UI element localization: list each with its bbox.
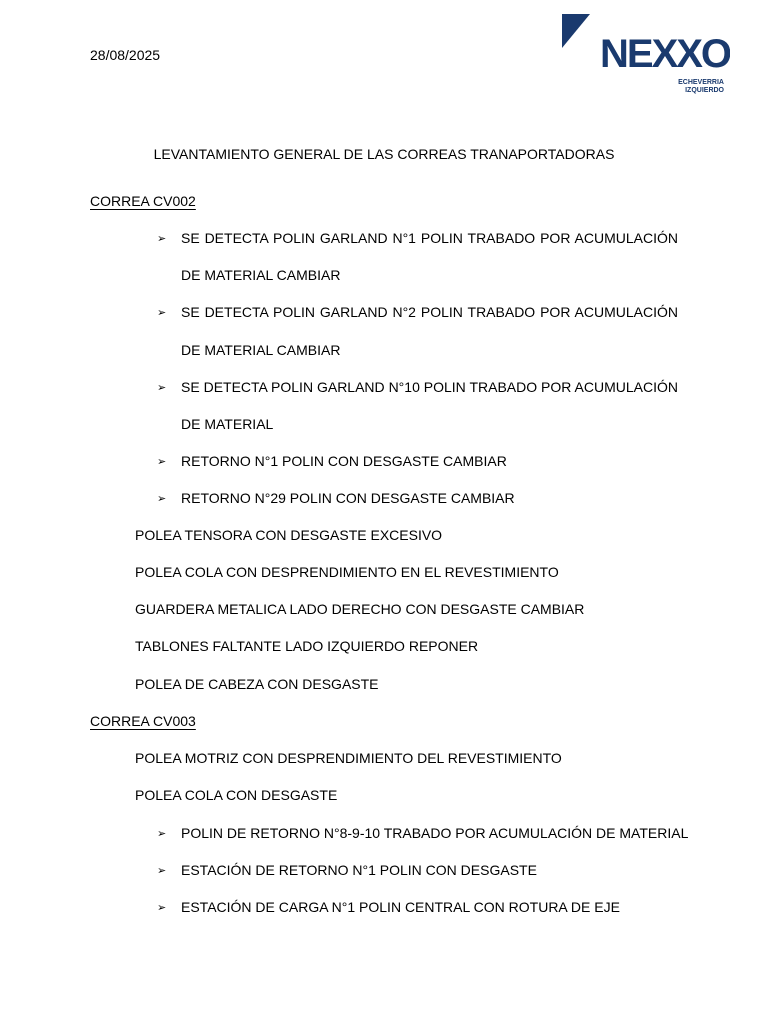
- bullet-text: ESTACIÓN DE RETORNO N°1 POLIN CON DESGASTE: [181, 862, 537, 878]
- bullet-arrow-icon: ➢: [157, 233, 167, 245]
- list-item: GUARDERA METALICA LADO DERECHO CON DESGASTE CAMBIAR: [135, 601, 585, 617]
- bullet-text-line2: DE MATERIAL CAMBIAR: [181, 267, 341, 283]
- bullet-text-line1: SE DETECTA POLIN GARLAND N°1 POLIN TRABADO POR ACUMULACIÓN: [181, 230, 678, 246]
- list-item: TABLONES FALTANTE LADO IZQUIERDO REPONER: [135, 638, 479, 654]
- logo-subline-1: ECHEVERRIA: [678, 79, 724, 86]
- bullet-arrow-icon: ➢: [157, 456, 167, 468]
- bullet-arrow-icon: ➢: [157, 865, 167, 877]
- list-item: POLEA DE CABEZA CON DESGASTE: [135, 676, 379, 692]
- logo-triangle-icon: [562, 14, 590, 48]
- bullet-text-line1: SE DETECTA POLIN GARLAND N°2 POLIN TRABADO POR ACUMULACIÓN: [181, 304, 678, 320]
- bullet-text-line2: DE MATERIAL: [181, 416, 274, 432]
- bullet-arrow-icon: ➢: [157, 493, 167, 505]
- bullet-text-line1: RETORNO N°1 POLIN CON DESGASTE CAMBIAR: [181, 453, 507, 469]
- bullet-text-line1: SE DETECTA POLIN GARLAND N°10 POLIN TRABADO POR ACUMULACIÓN: [181, 379, 678, 395]
- list-item: POLEA MOTRIZ CON DESPRENDIMIENTO DEL REVESTIMIENTO: [135, 750, 562, 766]
- list-item: POLEA COLA CON DESPRENDIMIENTO EN EL REVESTIMIENTO: [135, 564, 559, 580]
- bullet-text-line2: DE MATERIAL CAMBIAR: [181, 342, 341, 358]
- bullet-arrow-icon: ➢: [157, 828, 167, 840]
- document-title: LEVANTAMIENTO GENERAL DE LAS CORREAS TRANAPORTADORAS: [153, 146, 615, 162]
- bullet-arrow-icon: ➢: [157, 382, 167, 394]
- bullet-arrow-icon: ➢: [157, 307, 167, 319]
- section-title-cv003: CORREA CV003: [90, 713, 196, 729]
- document-date: 28/08/2025: [90, 47, 161, 63]
- section-title-cv002: CORREA CV002: [90, 193, 196, 209]
- list-item: POLEA COLA CON DESGASTE: [135, 787, 338, 803]
- nexxo-logo: [560, 14, 730, 96]
- bullet-text: POLIN DE RETORNO N°8-9-10 TRABADO POR ACUMULACIÓN DE MATERIAL: [181, 825, 689, 841]
- logo-subline-2: IZQUIERDO: [685, 87, 724, 94]
- list-item: POLEA TENSORA CON DESGASTE EXCESIVO: [135, 527, 443, 543]
- bullet-arrow-icon: ➢: [157, 902, 167, 914]
- logo-wordmark: NEXXO: [600, 32, 730, 76]
- bullet-text: ESTACIÓN DE CARGA N°1 POLIN CENTRAL CON ROTURA DE EJE: [181, 899, 620, 915]
- bullet-text-line1: RETORNO N°29 POLIN CON DESGASTE CAMBIAR: [181, 490, 515, 506]
